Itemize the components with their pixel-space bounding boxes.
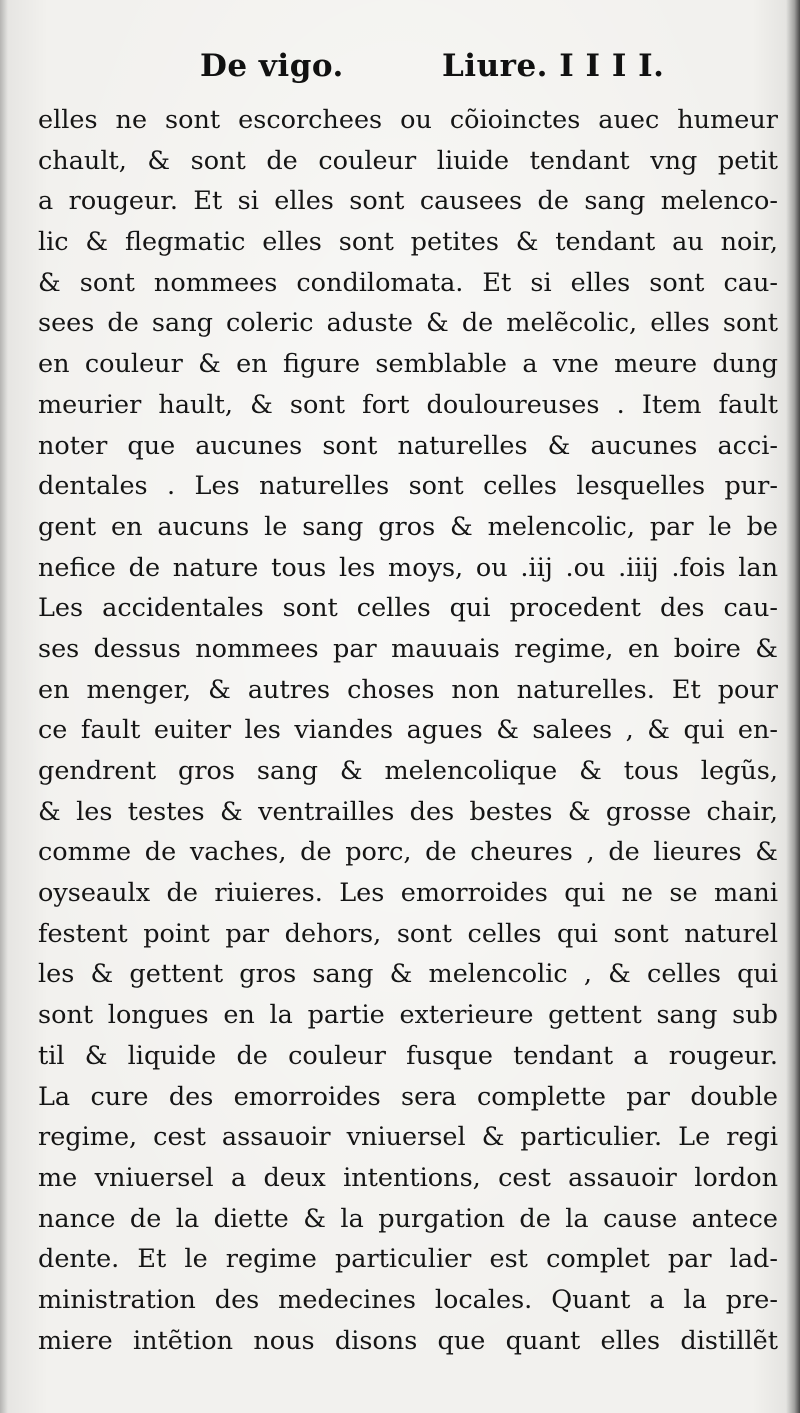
text-line: me vniuersel a deux intentions, cest assauoir lordon <box>38 1162 778 1193</box>
page-gutter-shadow <box>0 0 8 1413</box>
text-line: nance de la diette & la purgation de la cause antece <box>38 1203 778 1234</box>
text-line: & les testes & ventrailles des bestes & grosse chair, <box>38 796 778 827</box>
running-head <box>0 48 800 98</box>
text-line: festent point par dehors, sont celles qui sont naturel <box>38 918 778 949</box>
body-text <box>38 100 778 1361</box>
text-line: comme de vaches, de porc, de cheures , de lieures & <box>38 837 778 868</box>
text-line: noter que aucunes sont naturelles & aucunes acci- <box>38 430 778 461</box>
text-line: La cure des emorroides sera complette par double <box>38 1081 778 1112</box>
text-line: gent en aucuns le sang gros & melencolic, par le be <box>38 511 778 542</box>
text-line: gendrent gros sang & melencolique & tous legũs, <box>38 756 778 786</box>
text-line: en couleur & en figure semblable a vne meure dung <box>38 349 778 380</box>
running-head-author: De vigo. <box>200 48 344 84</box>
text-line: regime, cest assauoir vniuersel & particulier. Le regi <box>38 1122 778 1153</box>
text-line: miere intẽtion nous disons que quant elles distillẽt <box>38 1325 778 1356</box>
text-line: en menger, & autres choses non naturelles. Et pour <box>38 674 778 705</box>
text-line: ce fault euiter les viandes agues & salees , & qui en- <box>38 715 778 746</box>
text-line: elles ne sont escorchees ou cõioinctes auec humeur <box>38 105 778 135</box>
text-line: oyseaulx de riuieres. Les emorroides qui ne se mani <box>38 878 778 909</box>
text-line: sont longues en la partie exterieure gettent sang sub <box>38 1000 778 1031</box>
text-line: ministration des medecines locales. Quant a la pre- <box>38 1284 778 1315</box>
text-line: til & liquide de couleur fusque tendant a rougeur. <box>38 1040 778 1071</box>
text-line: a rougeur. Et si elles sont causees de sang melenco- <box>38 186 778 217</box>
text-line: meurier hault, & sont fort douloureuses . Item fault <box>38 389 778 420</box>
text-line: dente. Et le regime particulier est complet par lad- <box>38 1244 778 1275</box>
text-line: Les accidentales sont celles qui procedent des cau- <box>38 593 778 624</box>
page-edge-shadow <box>786 0 800 1413</box>
running-head-book: Liure. I I I I. <box>442 48 665 84</box>
text-line: ses dessus nommees par mauuais regime, en boire & <box>38 633 778 664</box>
text-line: chault, & sont de couleur liuide tendant vng petit <box>38 145 778 176</box>
text-line: dentales . Les naturelles sont celles lesquelles pur- <box>38 471 778 502</box>
text-line: & sont nommees condilomata. Et si elles sont cau- <box>38 267 778 298</box>
text-line: nefice de nature tous les moys, ou .iij .ou .iiij .fois lan <box>38 552 778 583</box>
text-line: lic & flegmatic elles sont petites & tendant au noir, <box>38 227 778 258</box>
text-line: sees de sang coleric aduste & de melẽcolic, elles sont <box>38 308 778 339</box>
text-line: les & gettent gros sang & melencolic , & celles qui <box>38 959 778 990</box>
